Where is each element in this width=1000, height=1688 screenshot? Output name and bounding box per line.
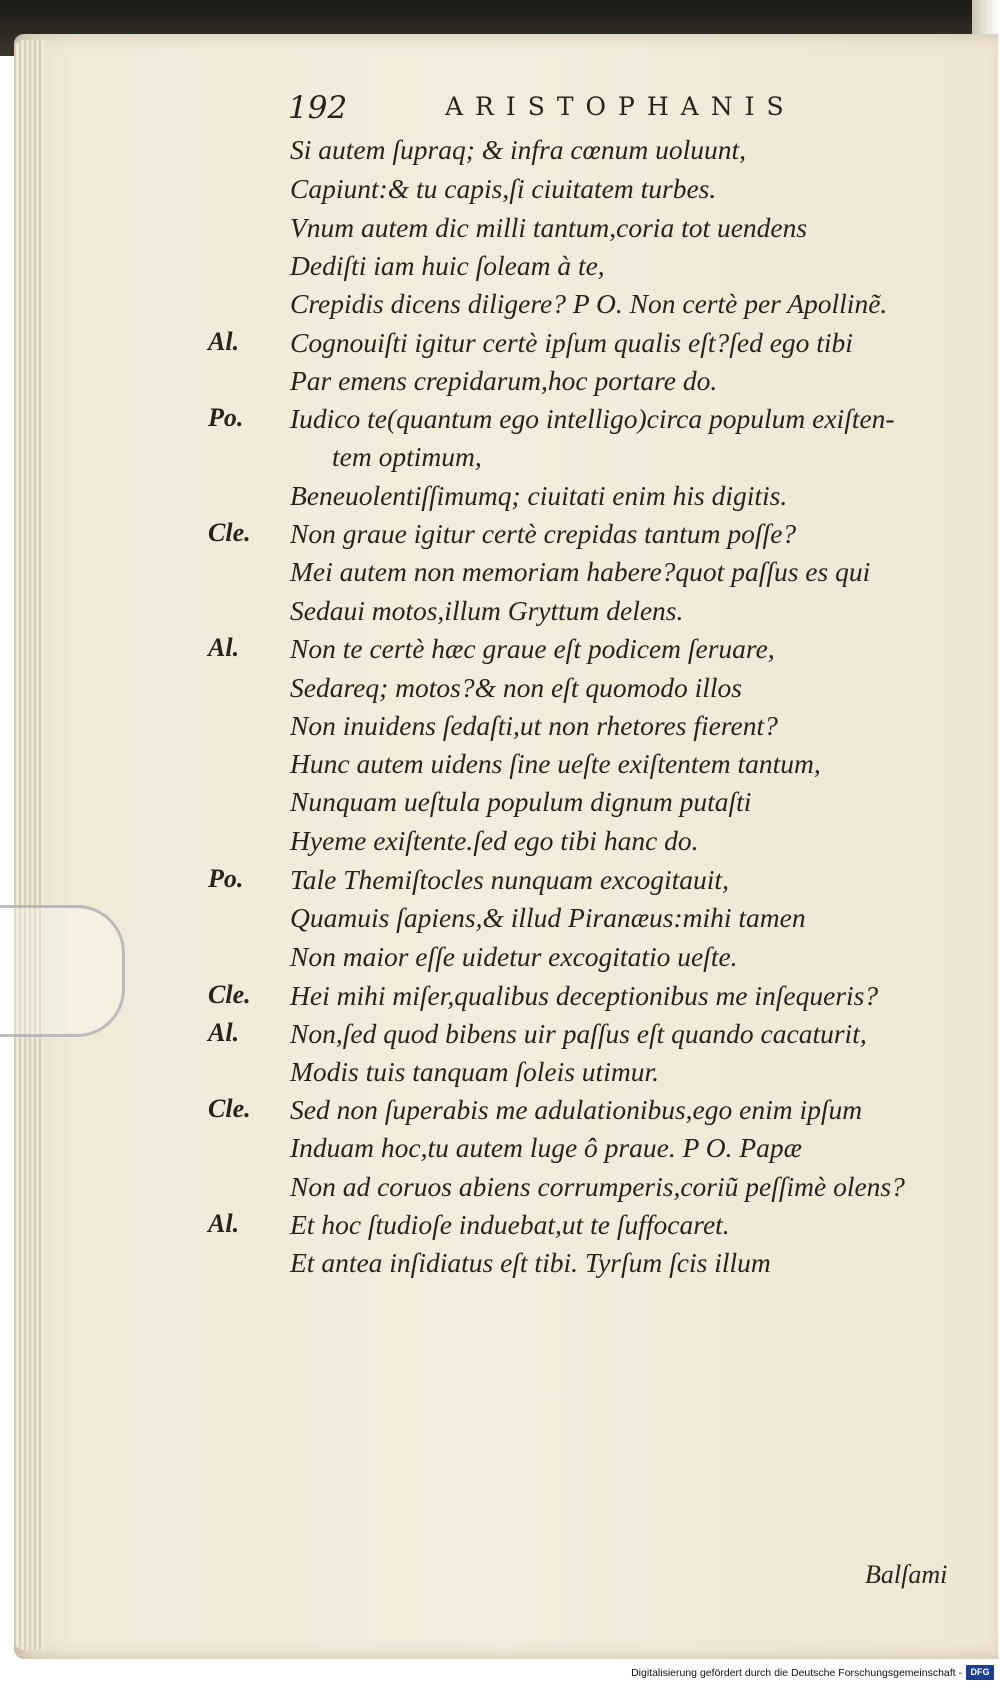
verse-line-text: Iudico te(quantum ego intelligo)circa populum exiſten-: [290, 403, 895, 434]
speaker-label: Al.: [208, 1018, 240, 1047]
running-title: ARISTOPHANIS: [445, 92, 796, 121]
dfg-logo: DFG: [966, 1665, 994, 1680]
verse-line-text: tem optimum,: [332, 441, 482, 472]
verse-line: [0, 980, 1000, 1020]
verse-line: [0, 748, 1000, 788]
verse-line: [0, 365, 1000, 405]
verse-line-text: Cognouiſti igitur certè ipſum qualis eſt?ſed ego tibi: [290, 327, 853, 358]
speaker-label: Cle.: [208, 518, 251, 547]
verse-line: [0, 710, 1000, 750]
speaker-label: Cle.: [208, 1094, 251, 1123]
verse-line: [0, 786, 1000, 826]
verse-line-text: Non inuidens ſedaſti,ut non rhetores fierent?: [290, 710, 778, 741]
verse-line-text: Non graue igitur certè crepidas tantum poſſe?: [290, 518, 797, 549]
verse-line-text: Hunc autem uidens ſine ueſte exiſtentem tantum,: [290, 748, 821, 779]
verse-line-text: Hyeme exiſtente.ſed ego tibi hanc do.: [290, 825, 699, 856]
verse-line-text: Et antea inſidiatus eſt tibi. Tyrſum ſcis illum: [290, 1247, 771, 1278]
verse-line-text: Mei autem non memoriam habere?quot paſſus es qui: [290, 556, 871, 587]
verse-line: [0, 518, 1000, 558]
verse-line-text: Vnum autem dic milli tantum,coria tot uendens: [290, 212, 808, 243]
verse-line: [0, 556, 1000, 596]
verse-line-text: Sedaui motos,illum Gryttum delens.: [290, 595, 684, 626]
verse-line: [0, 633, 1000, 673]
verse-line: [0, 134, 1000, 174]
verse-line-text: Tale Themiſtocles nunquam excogitauit,: [290, 864, 729, 895]
verse-line-text: Dediſti iam huic ſoleam à te,: [290, 250, 605, 281]
digitization-footer: [0, 1659, 1000, 1688]
verse-line-text: Nunquam ueſtula populum dignum putaſti: [290, 786, 752, 817]
verse-line: [0, 250, 1000, 290]
verse-line: [0, 672, 1000, 712]
verse-line-text: Quamuis ſapiens,& illud Piranæus:mihi tamen: [290, 902, 806, 933]
verse-line: [0, 1018, 1000, 1058]
verse-line-text: Non ad coruos abiens corrumperis,coriũ peſſimè olens?: [290, 1171, 905, 1202]
verse-line: [0, 441, 1000, 481]
verse-line-text: Beneuolentiſſimumq; ciuitati enim his digitis.: [290, 480, 788, 511]
verse-line-text: Non,ſed quod bibens uir paſſus eſt quando cacaturit,: [290, 1018, 867, 1049]
verse-line-text: Non te certè hæc graue eſt podicem ſeruare,: [290, 633, 775, 664]
speaker-label: Po.: [208, 864, 244, 893]
page-header: [288, 84, 818, 126]
verse-line: [0, 1247, 1000, 1287]
verse-line: [0, 480, 1000, 520]
verse-line: [0, 1094, 1000, 1134]
verse-line: [0, 595, 1000, 635]
verse-line-text: Capiunt:& tu capis,ſi ciuitatem turbes.: [290, 173, 717, 204]
speaker-label: Cle.: [208, 980, 251, 1009]
verse-line: [0, 1132, 1000, 1172]
verse-line: [0, 825, 1000, 865]
verse-line-text: Modis tuis tanquam ſoleis utimur.: [290, 1056, 659, 1087]
verse-line-text: Crepidis dicens diligere? P O. Non certè per Apollinẽ.: [290, 288, 888, 319]
verse-line: [0, 327, 1000, 367]
verse-line-text: Par emens crepidarum,hoc portare do.: [290, 365, 718, 396]
verse-line-text: Sed non ſuperabis me adulationibus,ego enim ipſum: [290, 1094, 863, 1125]
verse-line: [0, 212, 1000, 252]
verse-line: [0, 173, 1000, 213]
speaker-label: Al.: [208, 327, 240, 356]
verse-line: [0, 288, 1000, 328]
verse-line-text: Si autem ſupraq; & infra cœnum uoluunt,: [290, 134, 747, 165]
catchword: Balſami: [865, 1560, 948, 1589]
verse-line-text: Et hoc ſtudioſe induebat,ut te ſuffocaret.: [290, 1209, 730, 1240]
verse-line: [0, 902, 1000, 942]
verse-line: [0, 941, 1000, 981]
verse-line: [0, 1209, 1000, 1249]
verse-line: [0, 1171, 1000, 1211]
verse-line-text: Induam hoc,tu autem luge ô praue. P O. Papæ: [290, 1132, 802, 1163]
verse-line: [0, 1056, 1000, 1096]
speaker-label: Al.: [208, 1209, 240, 1238]
speaker-label: Al.: [208, 633, 240, 662]
verse-line: [0, 864, 1000, 904]
speaker-label: Po.: [208, 403, 244, 432]
verse-line-text: Sedareq; motos?& non eſt quomodo illos: [290, 672, 742, 703]
footer-credit: Digitalisierung gefördert durch die Deutsche Forschungsgemeinschaft -: [631, 1667, 962, 1679]
verse-line: [0, 403, 1000, 443]
verse-line-text: Hei mihi miſer,qualibus deceptionibus me inſequeris?: [290, 980, 879, 1011]
verse-line-text: Non maior eſſe uidetur excogitatio ueſte.: [290, 941, 738, 972]
page-number: 192: [288, 90, 348, 126]
